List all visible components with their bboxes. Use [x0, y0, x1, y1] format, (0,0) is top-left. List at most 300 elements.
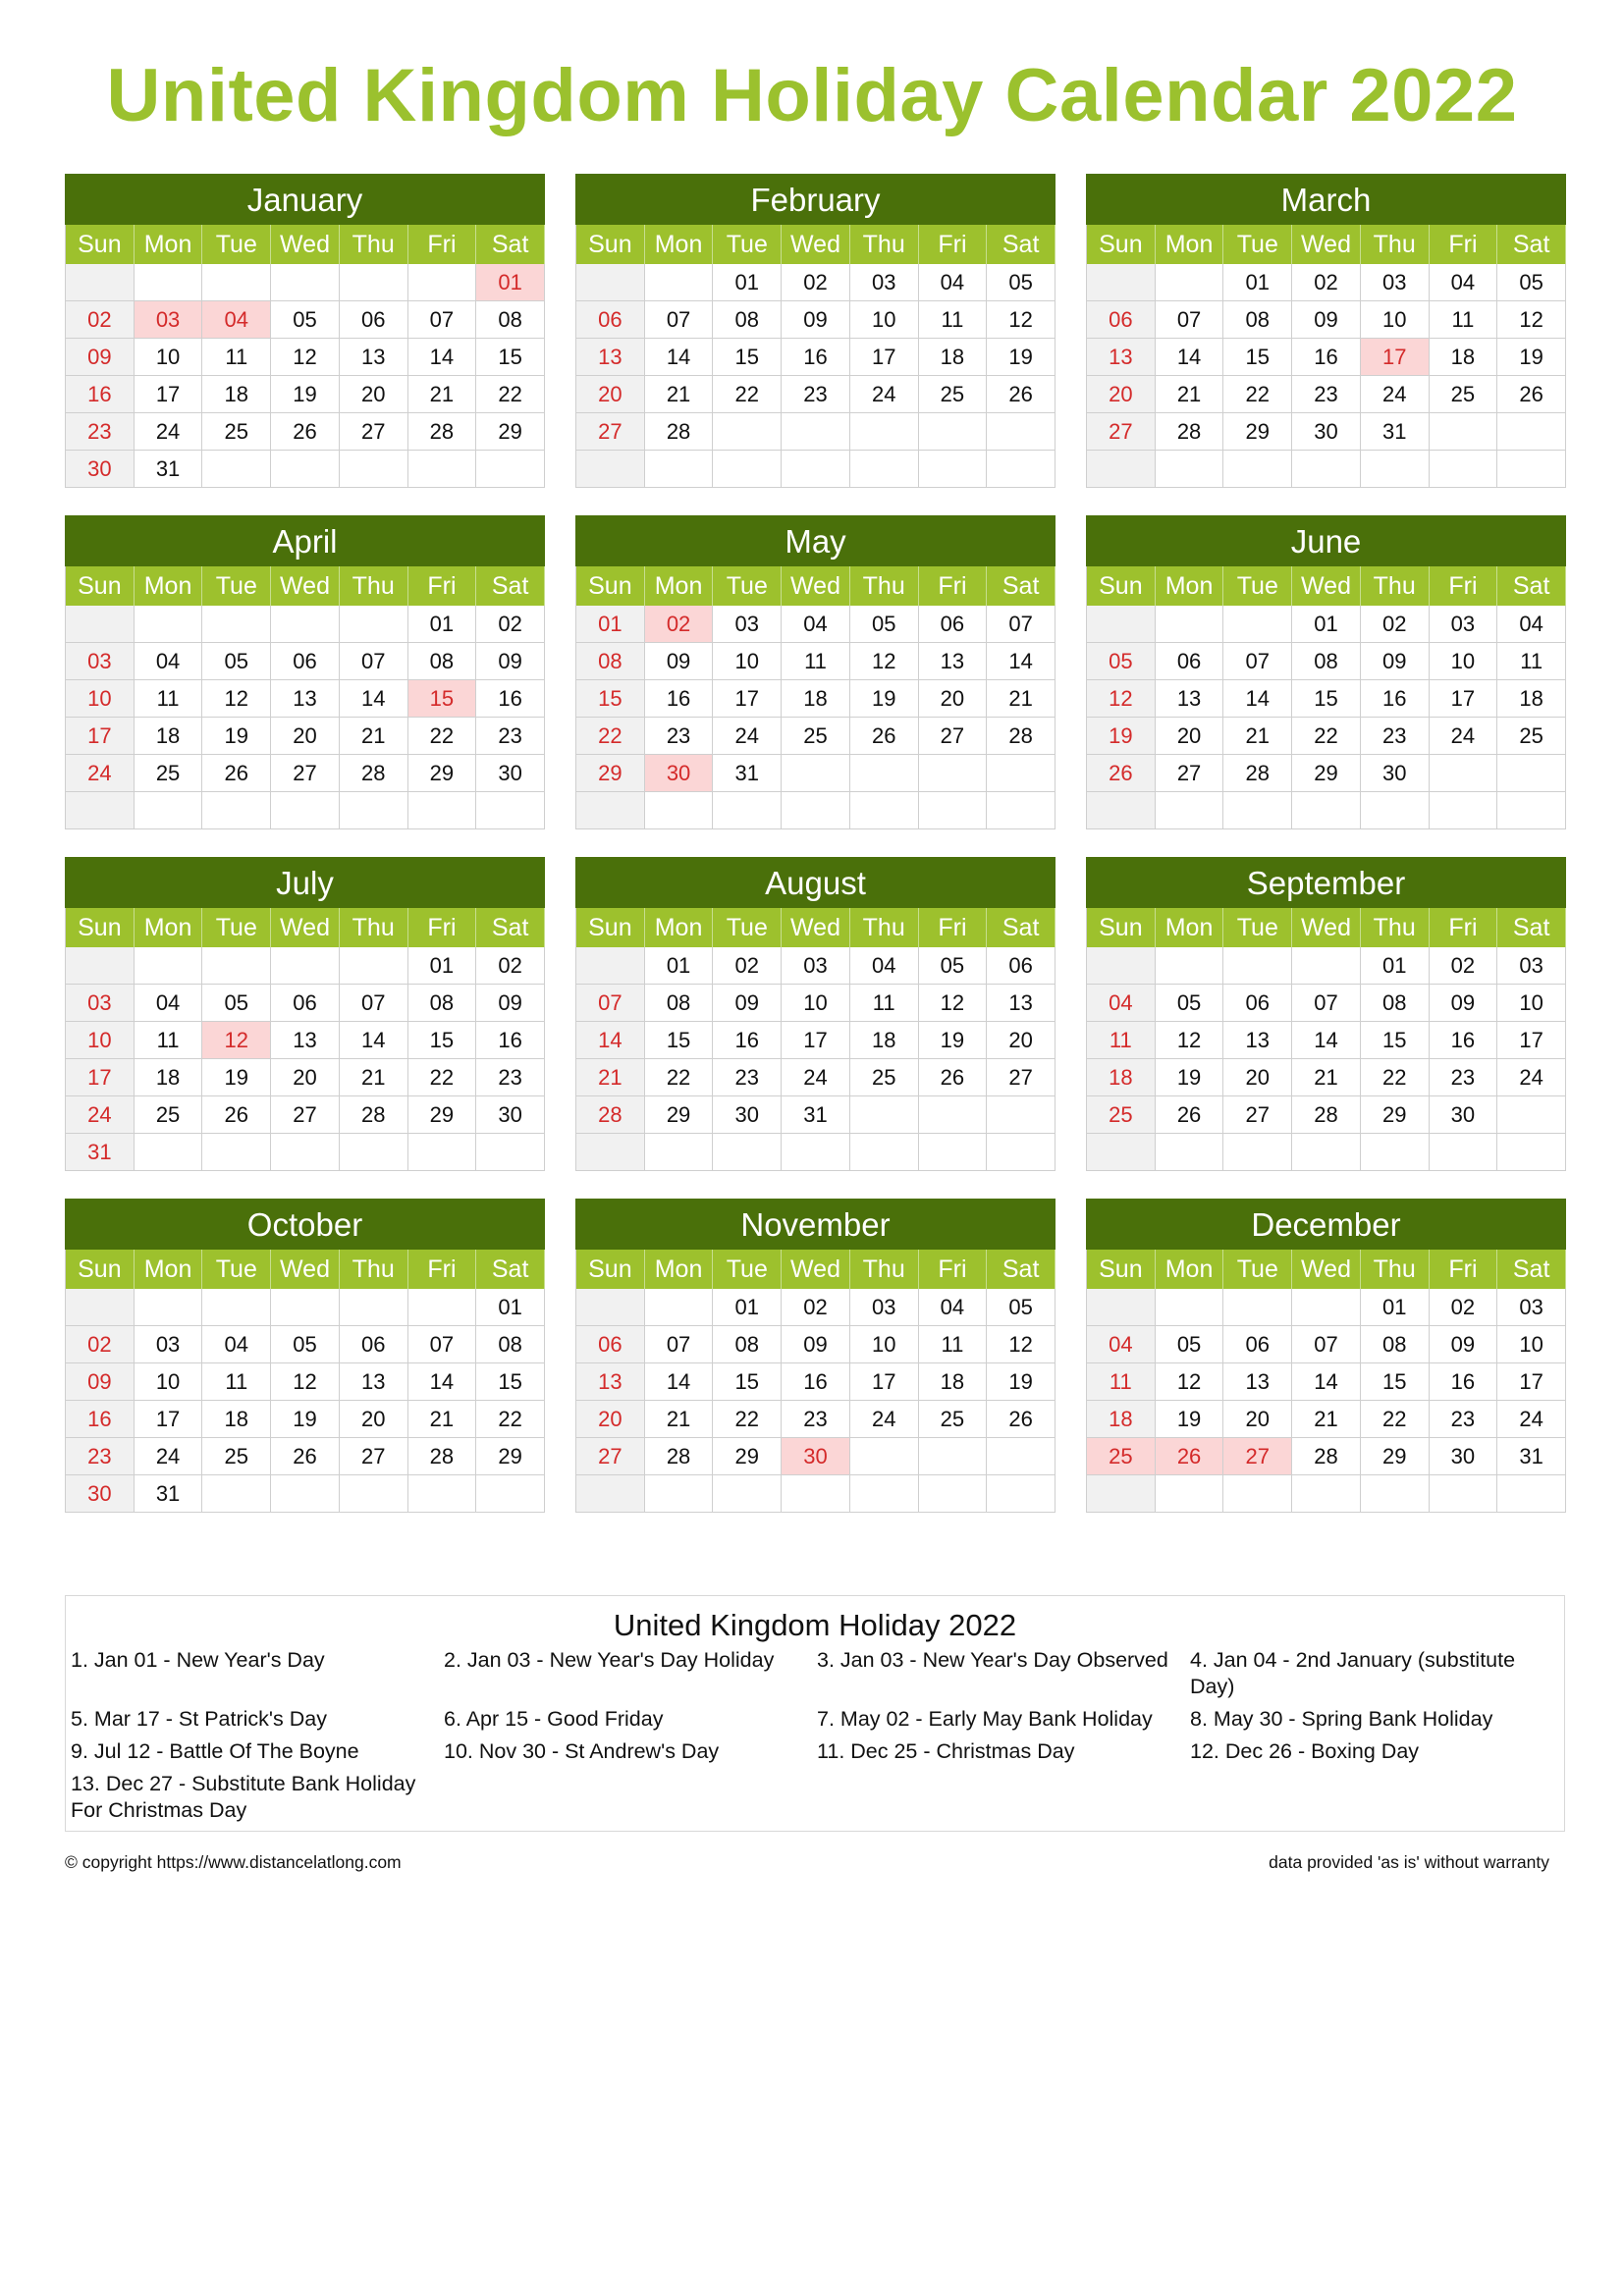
day-cell: 29 — [1292, 755, 1361, 792]
day-cell: 28 — [645, 413, 714, 451]
day-cell: 07 — [645, 1326, 714, 1363]
empty-day-cell — [1156, 1134, 1224, 1171]
day-cell: 07 — [645, 301, 714, 339]
holiday-list-item: 12. Dec 26 - Boxing Day — [1190, 1739, 1420, 1763]
weekday-label: Sat — [1497, 1250, 1566, 1289]
weekday-label: Mon — [645, 566, 714, 606]
day-cell: 14 — [408, 339, 477, 376]
day-cell: 02 — [782, 1289, 850, 1326]
empty-day-cell — [713, 413, 782, 451]
day-cell: 09 — [1430, 1326, 1498, 1363]
day-cell: 10 — [66, 680, 135, 718]
day-cell: 21 — [1292, 1059, 1361, 1096]
day-cell: 20 — [919, 680, 988, 718]
day-cell: 21 — [1292, 1401, 1361, 1438]
day-cell: 10 — [850, 301, 919, 339]
day-cell: 09 — [1430, 985, 1498, 1022]
day-cell: 17 — [135, 1401, 203, 1438]
day-cell: 17 — [66, 1059, 135, 1096]
day-cell: 04 — [135, 985, 203, 1022]
weekday-label: Fri — [1430, 225, 1498, 264]
empty-day-cell — [1430, 792, 1498, 829]
weekday-label: Thu — [1361, 225, 1430, 264]
day-cell: 08 — [476, 1326, 545, 1363]
empty-day-cell — [476, 1134, 545, 1171]
day-cell: 12 — [271, 1363, 340, 1401]
day-cell: 11 — [1497, 643, 1566, 680]
holiday-day-cell: 02 — [645, 606, 714, 643]
day-cell: 16 — [66, 1401, 135, 1438]
month-day-grid — [65, 1250, 545, 1513]
month-name: February — [575, 174, 1056, 225]
weekday-label: Mon — [645, 1250, 714, 1289]
empty-day-cell — [340, 1289, 408, 1326]
day-cell: 28 — [645, 1438, 714, 1475]
empty-day-cell — [576, 451, 645, 488]
day-cell: 04 — [202, 1326, 271, 1363]
day-cell: 03 — [66, 985, 135, 1022]
empty-day-cell — [987, 1475, 1056, 1513]
day-cell: 21 — [340, 1059, 408, 1096]
weekday-label: Mon — [135, 1250, 203, 1289]
day-cell: 22 — [1361, 1401, 1430, 1438]
day-cell: 20 — [271, 718, 340, 755]
empty-day-cell — [850, 413, 919, 451]
day-cell: 21 — [1223, 718, 1292, 755]
holiday-day-cell: 04 — [202, 301, 271, 339]
empty-day-cell — [1430, 755, 1498, 792]
month-june — [1086, 515, 1566, 829]
day-cell: 07 — [408, 1326, 477, 1363]
holiday-list — [66, 1647, 1564, 1830]
empty-day-cell — [919, 755, 988, 792]
day-cell: 10 — [1497, 985, 1566, 1022]
empty-day-cell — [202, 1289, 271, 1326]
day-cell: 12 — [1156, 1363, 1224, 1401]
empty-day-cell — [1156, 606, 1224, 643]
day-cell: 15 — [1223, 339, 1292, 376]
day-cell: 26 — [271, 413, 340, 451]
day-cell: 03 — [850, 1289, 919, 1326]
weekday-label: Tue — [1223, 1250, 1292, 1289]
holiday-list-item: 6. Apr 15 - Good Friday — [444, 1707, 664, 1731]
empty-day-cell — [340, 264, 408, 301]
month-day-grid — [1086, 566, 1566, 829]
empty-day-cell — [66, 264, 135, 301]
empty-day-cell — [408, 1134, 477, 1171]
empty-day-cell — [1087, 947, 1156, 985]
day-cell: 30 — [1430, 1096, 1498, 1134]
day-cell: 31 — [135, 451, 203, 488]
day-cell: 09 — [66, 339, 135, 376]
empty-day-cell — [1292, 947, 1361, 985]
day-cell: 16 — [1430, 1022, 1498, 1059]
empty-day-cell — [271, 1475, 340, 1513]
empty-day-cell — [1361, 792, 1430, 829]
day-cell: 13 — [1156, 680, 1224, 718]
day-cell: 07 — [576, 985, 645, 1022]
day-cell: 20 — [340, 376, 408, 413]
empty-day-cell — [1361, 1134, 1430, 1171]
day-cell: 05 — [1156, 985, 1224, 1022]
month-name: October — [65, 1199, 545, 1250]
empty-day-cell — [1292, 1134, 1361, 1171]
empty-day-cell — [1361, 1475, 1430, 1513]
day-cell: 17 — [850, 1363, 919, 1401]
day-cell: 25 — [135, 1096, 203, 1134]
day-cell: 14 — [408, 1363, 477, 1401]
day-cell: 07 — [1156, 301, 1224, 339]
empty-day-cell — [919, 792, 988, 829]
day-cell: 05 — [202, 985, 271, 1022]
holiday-day-cell: 30 — [645, 755, 714, 792]
weekday-label: Mon — [645, 908, 714, 947]
day-cell: 06 — [340, 301, 408, 339]
empty-day-cell — [782, 413, 850, 451]
holiday-list-item: 7. May 02 - Early May Bank Holiday — [817, 1707, 1153, 1731]
weekday-label: Wed — [271, 1250, 340, 1289]
weekday-label: Tue — [1223, 566, 1292, 606]
day-cell: 03 — [1497, 1289, 1566, 1326]
weekday-label: Wed — [271, 566, 340, 606]
day-cell: 02 — [1430, 947, 1498, 985]
day-cell: 18 — [1087, 1059, 1156, 1096]
weekday-label: Tue — [1223, 908, 1292, 947]
day-cell: 25 — [919, 376, 988, 413]
day-cell: 23 — [66, 1438, 135, 1475]
day-cell: 23 — [1430, 1059, 1498, 1096]
empty-day-cell — [202, 451, 271, 488]
day-cell: 01 — [576, 606, 645, 643]
empty-day-cell — [408, 264, 477, 301]
day-cell: 25 — [850, 1059, 919, 1096]
day-cell: 13 — [987, 985, 1056, 1022]
holiday-list-item: 3. Jan 03 - New Year's Day Observed — [817, 1648, 1168, 1672]
weekday-label: Thu — [1361, 1250, 1430, 1289]
day-cell: 18 — [135, 1059, 203, 1096]
day-cell: 07 — [1292, 1326, 1361, 1363]
day-cell: 08 — [1223, 301, 1292, 339]
weekday-label: Tue — [202, 566, 271, 606]
day-cell: 08 — [576, 643, 645, 680]
day-cell: 02 — [66, 1326, 135, 1363]
day-cell: 22 — [476, 376, 545, 413]
holiday-day-cell: 12 — [202, 1022, 271, 1059]
day-cell: 16 — [782, 1363, 850, 1401]
weekday-label: Sun — [576, 225, 645, 264]
day-cell: 29 — [1361, 1438, 1430, 1475]
weekday-label: Sat — [476, 908, 545, 947]
day-cell: 06 — [576, 1326, 645, 1363]
day-cell: 20 — [271, 1059, 340, 1096]
empty-day-cell — [408, 1289, 477, 1326]
day-cell: 01 — [1361, 1289, 1430, 1326]
empty-day-cell — [987, 413, 1056, 451]
day-cell: 26 — [271, 1438, 340, 1475]
weekday-label: Mon — [1156, 908, 1224, 947]
month-july — [65, 857, 545, 1171]
day-cell: 20 — [1087, 376, 1156, 413]
day-cell: 23 — [713, 1059, 782, 1096]
weekday-label: Fri — [1430, 908, 1498, 947]
day-cell: 08 — [408, 985, 477, 1022]
day-cell: 22 — [576, 718, 645, 755]
weekday-label: Fri — [408, 908, 477, 947]
empty-day-cell — [1087, 1475, 1156, 1513]
day-cell: 20 — [576, 1401, 645, 1438]
day-cell: 19 — [1087, 718, 1156, 755]
day-cell: 14 — [1223, 680, 1292, 718]
empty-day-cell — [713, 451, 782, 488]
day-cell: 05 — [987, 264, 1056, 301]
weekday-label: Thu — [850, 566, 919, 606]
day-cell: 04 — [1087, 985, 1156, 1022]
weekday-label: Mon — [135, 908, 203, 947]
holiday-list-item: 5. Mar 17 - St Patrick's Day — [71, 1707, 327, 1731]
day-cell: 09 — [782, 1326, 850, 1363]
holiday-list-item: 9. Jul 12 - Battle Of The Boyne — [71, 1739, 359, 1763]
day-cell: 22 — [408, 718, 477, 755]
empty-day-cell — [576, 947, 645, 985]
day-cell: 09 — [66, 1363, 135, 1401]
weekday-label: Tue — [202, 908, 271, 947]
weekday-label: Fri — [919, 1250, 988, 1289]
weekday-label: Fri — [408, 1250, 477, 1289]
empty-day-cell — [782, 451, 850, 488]
empty-day-cell — [782, 792, 850, 829]
weekday-label: Sat — [987, 908, 1056, 947]
weekday-label: Sat — [987, 1250, 1056, 1289]
day-cell: 02 — [1292, 264, 1361, 301]
empty-day-cell — [340, 792, 408, 829]
day-cell: 04 — [1087, 1326, 1156, 1363]
empty-day-cell — [1156, 451, 1224, 488]
day-cell: 27 — [919, 718, 988, 755]
day-cell: 17 — [66, 718, 135, 755]
weekday-label: Sun — [576, 908, 645, 947]
empty-day-cell — [1430, 1134, 1498, 1171]
month-name: January — [65, 174, 545, 225]
empty-day-cell — [919, 1096, 988, 1134]
empty-day-cell — [1497, 792, 1566, 829]
day-cell: 03 — [135, 1326, 203, 1363]
holiday-list-item: 8. May 30 - Spring Bank Holiday — [1190, 1707, 1493, 1731]
holiday-day-cell: 25 — [1087, 1438, 1156, 1475]
day-cell: 10 — [66, 1022, 135, 1059]
day-cell: 04 — [850, 947, 919, 985]
day-cell: 25 — [1497, 718, 1566, 755]
day-cell: 25 — [782, 718, 850, 755]
day-cell: 17 — [782, 1022, 850, 1059]
day-cell: 10 — [1497, 1326, 1566, 1363]
day-cell: 02 — [1361, 606, 1430, 643]
empty-day-cell — [202, 264, 271, 301]
weekday-label: Mon — [1156, 566, 1224, 606]
day-cell: 08 — [1361, 985, 1430, 1022]
day-cell: 21 — [408, 1401, 477, 1438]
day-cell: 02 — [66, 301, 135, 339]
day-cell: 01 — [645, 947, 714, 985]
day-cell: 31 — [135, 1475, 203, 1513]
day-cell: 17 — [1430, 680, 1498, 718]
day-cell: 13 — [271, 680, 340, 718]
day-cell: 15 — [713, 339, 782, 376]
day-cell: 22 — [645, 1059, 714, 1096]
day-cell: 31 — [713, 755, 782, 792]
empty-day-cell — [850, 792, 919, 829]
weekday-label: Sun — [66, 908, 135, 947]
day-cell: 29 — [576, 755, 645, 792]
day-cell: 11 — [135, 1022, 203, 1059]
day-cell: 15 — [576, 680, 645, 718]
day-cell: 22 — [476, 1401, 545, 1438]
weekday-label: Thu — [340, 225, 408, 264]
weekday-label: Mon — [645, 225, 714, 264]
empty-day-cell — [202, 947, 271, 985]
day-cell: 23 — [1292, 376, 1361, 413]
month-day-grid — [1086, 908, 1566, 1171]
disclaimer-text: data provided 'as is' without warranty — [1269, 1852, 1549, 1872]
weekday-label: Mon — [135, 225, 203, 264]
day-cell: 27 — [271, 1096, 340, 1134]
day-cell: 24 — [135, 413, 203, 451]
empty-day-cell — [1292, 1289, 1361, 1326]
day-cell: 20 — [1223, 1401, 1292, 1438]
day-cell: 12 — [1087, 680, 1156, 718]
day-cell: 10 — [1361, 301, 1430, 339]
day-cell: 06 — [271, 985, 340, 1022]
day-cell: 29 — [713, 1438, 782, 1475]
day-cell: 17 — [1497, 1022, 1566, 1059]
empty-day-cell — [202, 792, 271, 829]
weekday-label: Fri — [919, 908, 988, 947]
weekday-label: Sun — [576, 1250, 645, 1289]
day-cell: 05 — [987, 1289, 1056, 1326]
page-title: United Kingdom Holiday Calendar 2022 — [106, 54, 1518, 137]
day-cell: 22 — [408, 1059, 477, 1096]
empty-day-cell — [1292, 451, 1361, 488]
month-name: August — [575, 857, 1056, 908]
weekday-label: Sun — [1087, 225, 1156, 264]
day-cell: 31 — [782, 1096, 850, 1134]
day-cell: 06 — [919, 606, 988, 643]
month-day-grid — [575, 908, 1056, 1171]
day-cell: 19 — [1156, 1059, 1224, 1096]
weekday-label: Thu — [850, 1250, 919, 1289]
months-grid — [65, 174, 1567, 1513]
weekday-label: Wed — [271, 225, 340, 264]
day-cell: 09 — [645, 643, 714, 680]
empty-day-cell — [135, 947, 203, 985]
day-cell: 03 — [1497, 947, 1566, 985]
day-cell: 31 — [1497, 1438, 1566, 1475]
month-day-grid — [575, 225, 1056, 488]
day-cell: 10 — [850, 1326, 919, 1363]
day-cell: 17 — [713, 680, 782, 718]
empty-day-cell — [1430, 1475, 1498, 1513]
day-cell: 18 — [782, 680, 850, 718]
day-cell: 06 — [271, 643, 340, 680]
day-cell: 26 — [850, 718, 919, 755]
empty-day-cell — [135, 1134, 203, 1171]
weekday-label: Wed — [782, 566, 850, 606]
day-cell: 16 — [66, 376, 135, 413]
day-cell: 08 — [1361, 1326, 1430, 1363]
empty-day-cell — [476, 1475, 545, 1513]
day-cell: 19 — [202, 1059, 271, 1096]
day-cell: 30 — [1430, 1438, 1498, 1475]
day-cell: 31 — [1361, 413, 1430, 451]
day-cell: 27 — [576, 1438, 645, 1475]
day-cell: 24 — [1497, 1401, 1566, 1438]
empty-day-cell — [340, 451, 408, 488]
empty-day-cell — [850, 1134, 919, 1171]
weekday-label: Wed — [782, 225, 850, 264]
day-cell: 07 — [340, 643, 408, 680]
day-cell: 22 — [713, 376, 782, 413]
weekday-label: Sun — [1087, 1250, 1156, 1289]
day-cell: 08 — [713, 301, 782, 339]
weekday-label: Sat — [1497, 225, 1566, 264]
day-cell: 07 — [1292, 985, 1361, 1022]
day-cell: 23 — [645, 718, 714, 755]
day-cell: 07 — [340, 985, 408, 1022]
empty-day-cell — [1223, 792, 1292, 829]
month-december — [1086, 1199, 1566, 1513]
day-cell: 05 — [1087, 643, 1156, 680]
day-cell: 03 — [850, 264, 919, 301]
day-cell: 05 — [1497, 264, 1566, 301]
weekday-label: Mon — [1156, 1250, 1224, 1289]
empty-day-cell — [987, 755, 1056, 792]
empty-day-cell — [1430, 451, 1498, 488]
day-cell: 10 — [135, 339, 203, 376]
day-cell: 28 — [1292, 1096, 1361, 1134]
month-name: March — [1086, 174, 1566, 225]
day-cell: 19 — [987, 1363, 1056, 1401]
month-day-grid — [575, 566, 1056, 829]
day-cell: 06 — [576, 301, 645, 339]
day-cell: 07 — [987, 606, 1056, 643]
empty-day-cell — [919, 1134, 988, 1171]
day-cell: 28 — [340, 755, 408, 792]
day-cell: 14 — [645, 339, 714, 376]
day-cell: 25 — [1430, 376, 1498, 413]
day-cell: 20 — [576, 376, 645, 413]
empty-day-cell — [1223, 451, 1292, 488]
weekday-label: Fri — [919, 225, 988, 264]
holiday-list-item: 4. Jan 04 - 2nd January (substitute Day) — [1190, 1648, 1516, 1698]
day-cell: 13 — [576, 1363, 645, 1401]
empty-day-cell — [576, 1289, 645, 1326]
day-cell: 24 — [1497, 1059, 1566, 1096]
day-cell: 16 — [1361, 680, 1430, 718]
empty-day-cell — [202, 1475, 271, 1513]
day-cell: 08 — [408, 643, 477, 680]
holiday-day-cell: 15 — [408, 680, 477, 718]
day-cell: 05 — [1156, 1326, 1224, 1363]
day-cell: 30 — [66, 451, 135, 488]
day-cell: 09 — [713, 985, 782, 1022]
day-cell: 04 — [782, 606, 850, 643]
day-cell: 14 — [1292, 1022, 1361, 1059]
day-cell: 29 — [476, 1438, 545, 1475]
weekday-label: Sat — [1497, 566, 1566, 606]
month-november — [575, 1199, 1056, 1513]
day-cell: 01 — [408, 947, 477, 985]
day-cell: 06 — [1223, 985, 1292, 1022]
day-cell: 09 — [476, 985, 545, 1022]
